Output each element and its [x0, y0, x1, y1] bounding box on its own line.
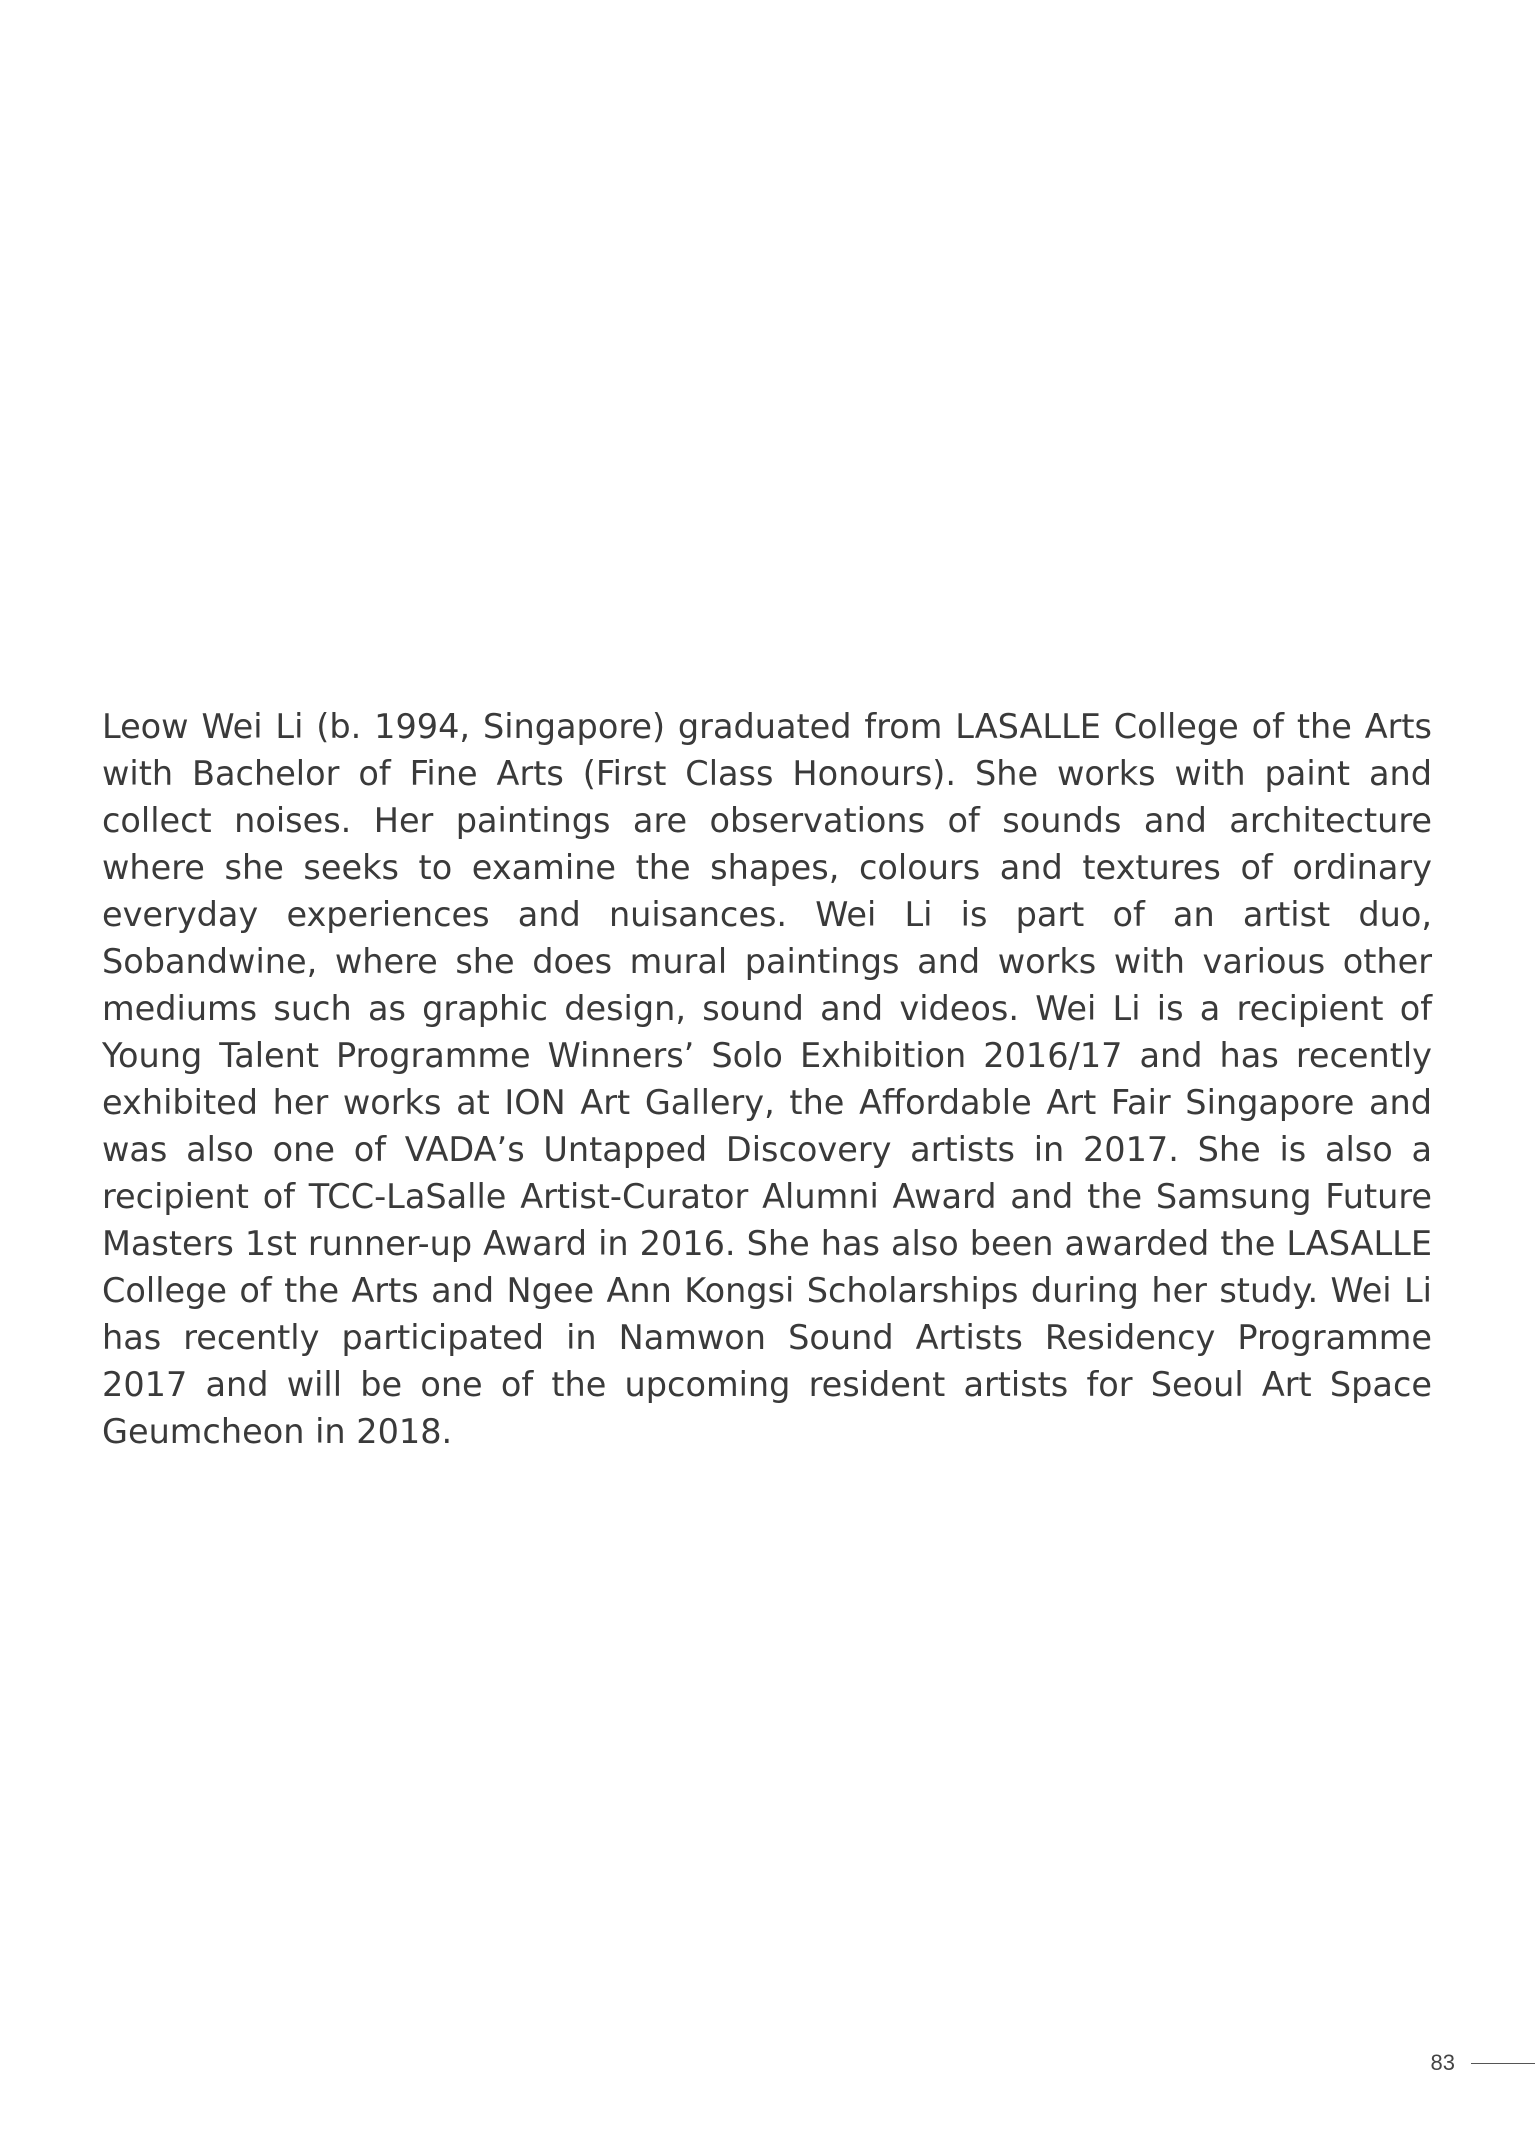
page-number-rule [1471, 2063, 1535, 2064]
page-footer [1431, 2048, 1535, 2078]
artist-biography: Leow Wei Li (b. 1994, Singapore) graduated from LASALLE College of the Arts with Bachelor of Fine Arts (First Class Honours). She works with paint and collect noises. Her paintings are observations of sounds and architecture where she seeks to examine the shapes, colours and textures of ordinary everyday experiences and nuisances. Wei Li is part of an artist duo, Sobandwine, where she does mural paintings and works with various other mediums such as graphic design, sound and videos. Wei Li is a recipient of Young Talent Programme Winners’ Solo Exhibition 2016/17 and has recently exhibited her works at ION Art Gallery, the Affordable Art Fair Singapore and was also one of VADA’s Untapped Discovery artists in 2017. She is also a recipient of TCC-LaSalle Artist-Curator Alumni Award and the Samsung Future Masters 1st runner-up Award in 2016. She has also been awarded the LASALLE College of the Arts and Ngee Ann Kongsi Scholarships during her study. Wei Li has recently participated in Namwon Sound Artists Residency Programme 2017 and will be one of the upcoming resident artists for Seoul Art Space Geumcheon in 2018. [102, 707, 1432, 1451]
page-number: 83 [1430, 2050, 1455, 2075]
